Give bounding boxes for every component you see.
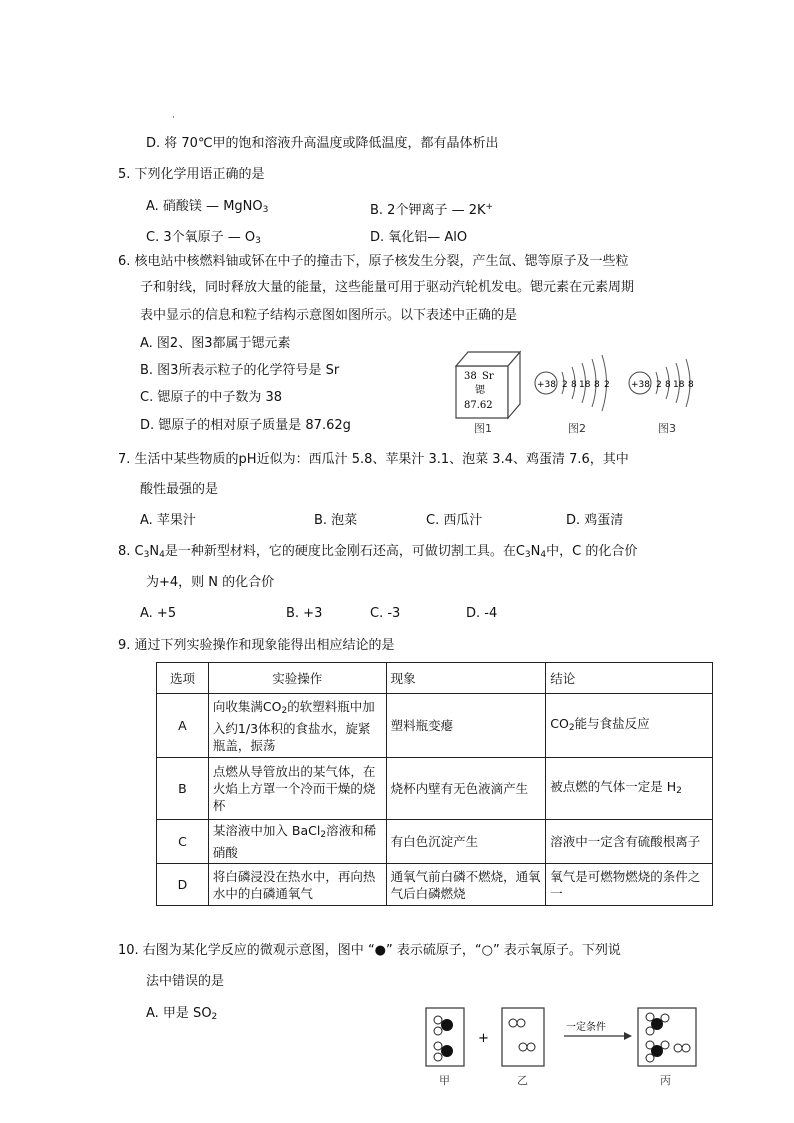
row-a-conclusion: $CO_2$能与食盐反应 [546, 694, 713, 758]
q7-stem-line2: 酸性最强的是 [140, 482, 219, 497]
q5-option-b: B. 2个钾离子 — 2K+ [370, 202, 494, 218]
box-jia [426, 1008, 464, 1066]
reaction-arrow [564, 1020, 632, 1040]
fig3-nucleus: +38 [631, 380, 650, 390]
row-d-phenomenon: 通氧气前白磷不燃烧，通氧气后白磷燃烧 [386, 864, 546, 906]
label-bing: 丙 [660, 1074, 671, 1087]
row-c-option: C [157, 820, 209, 864]
plus-sign: + [478, 1031, 489, 1046]
fig3-shell-1: 2 [656, 380, 662, 390]
q7-option-b: B. 泡菜 [314, 513, 358, 528]
q6-option-d: D. 锶原子的相对原子质量是 87.62g [140, 418, 351, 433]
box-bing [638, 1008, 696, 1066]
q8-option-c: C. -3 [370, 606, 401, 621]
row-b-operation: 点燃从导管放出的某气体，在火焰上方罩一个冷而干燥的烧杯 [208, 758, 386, 820]
cube-name: 锶 [475, 385, 485, 396]
q7-option-a: A. 苹果汁 [140, 513, 196, 528]
row-a-option: A [157, 694, 209, 758]
fig2-shell-4: 8 [594, 380, 600, 390]
q8-option-a: A. +5 [140, 606, 177, 621]
q7-stem-line1: 7. 生活中某些物质的pH近似为：西瓜汁 5.8、苹果汁 3.1、泡菜 3.4、鸡蛋清 7.6，其中 [118, 452, 629, 467]
label-yi: 乙 [517, 1074, 528, 1087]
q6-option-a: A. 图2、图3都属于锶元素 [140, 336, 291, 351]
fig-label-3: 图3 [658, 422, 676, 435]
cube-mass: 87.62 [464, 400, 493, 411]
fig3-shell-2: 8 [665, 380, 671, 390]
q9-stem: 9. 通过下列实验操作和现象能得出相应结论的是 [118, 638, 395, 653]
row-a-operation: 向收集满$CO_2$的软塑料瓶中加入约1/3体积的食盐水，旋紧瓶盖，振荡 [208, 694, 386, 758]
q5-option-c: C. 3个氧原子 — $O_3$ [146, 230, 261, 246]
row-b-phenomenon: 烧杯内壁有无色液滴产生 [386, 758, 546, 820]
table-row [157, 758, 713, 820]
header-conclusion: 结论 [546, 663, 713, 694]
fig-label-2: 图2 [568, 422, 586, 435]
q8-stem-line2: 为+4，则 N 的化合价 [146, 575, 275, 590]
q6-stem-line3: 表中显示的信息和粒子结构示意图如图所示。以下表述中正确的是 [140, 308, 518, 323]
cube-number: 38 [464, 371, 477, 382]
q8-option-b: B. +3 [286, 606, 323, 621]
q5-option-a: A. 硝酸镁 — MgNO$_3$ [146, 199, 269, 215]
q10-stem-line2: 法中错误的是 [146, 974, 225, 989]
row-b-option: B [157, 758, 209, 820]
cube-symbol: Sr [482, 371, 494, 382]
element-cube [456, 352, 520, 418]
q8-option-d: D. -4 [466, 606, 498, 621]
fig3-shell-4: 8 [688, 380, 694, 390]
table-header-row [157, 663, 713, 694]
fig3-shell-3: 18 [673, 380, 685, 390]
reaction-figure [420, 1004, 710, 1090]
table-row [157, 864, 713, 906]
strontium-figure [448, 342, 718, 438]
fig2-shell-1: 2 [562, 380, 568, 390]
q6-option-b: B. 图3所表示粒子的化学符号是 Sr [140, 363, 340, 378]
fig2-shell-2: 8 [571, 380, 577, 390]
q10-option-a: A. 甲是 $SO_2$ [146, 1006, 218, 1022]
row-d-conclusion: 氧气是可燃物燃烧的条件之一 [546, 864, 713, 906]
label-jia: 甲 [439, 1074, 450, 1087]
box-yi [502, 1008, 544, 1066]
table-row [157, 820, 713, 864]
row-a-phenomenon: 塑料瓶变瘪 [386, 694, 546, 758]
atom-fig2 [535, 355, 610, 411]
fig2-shell-5: 2 [604, 380, 610, 390]
fig-label-1: 图1 [474, 422, 492, 435]
row-d-operation: 将白磷浸没在热水中，再向热水中的白磷通氧气 [208, 864, 386, 906]
fig2-nucleus: +38 [537, 380, 556, 390]
header-operation: 实验操作 [208, 663, 386, 694]
arrow-condition: 一定条件 [566, 1022, 606, 1033]
header-option: 选项 [157, 663, 209, 694]
q6-stem-line2: 子和射线，同时释放大量的能量，这些能量可用于驱动汽轮机发电。锶元素在元素周期 [140, 280, 635, 295]
q4-option-d: D. 将 70℃甲的饱和溶液升高温度或降低温度，都有晶体析出 [146, 136, 499, 151]
table-row [157, 694, 713, 758]
fig2-shell-3: 18 [579, 380, 591, 390]
header-phenomenon: 现象 [386, 663, 546, 694]
q7-option-c: C. 西瓜汁 [426, 513, 483, 528]
q8-stem-line1: 8. $C_3N_4$是一种新型材料，它的硬度比金刚石还高，可做切割工具。在$C_3N_4$中，C 的化合价 [118, 544, 638, 560]
q7-option-d: D. 鸡蛋清 [566, 513, 624, 528]
q5-stem: 5. 下列化学用语正确的是 [118, 167, 265, 182]
experiment-table [156, 662, 713, 906]
q10-stem-line1: 10. 右图为某化学反应的微观示意图，图中 “●” 表示硫原子，“○” 表示氧原子。下列说 [118, 943, 621, 958]
row-c-phenomenon: 有白色沉淀产生 [386, 820, 546, 864]
stray-dot: · [172, 113, 175, 123]
row-c-conclusion: 溶液中一定含有硫酸根离子 [546, 820, 713, 864]
q5-option-d: D. 氧化铝— AlO [370, 230, 468, 245]
ion-fig3 [629, 359, 694, 407]
row-c-operation: 某溶液中加入 BaCl$_2$溶液和稀硝酸 [208, 820, 386, 864]
q6-stem-line1: 6. 核电站中核燃料铀或钚在中子的撞击下，原子核发生分裂，产生氙、锶等原子及一些粒 [118, 254, 629, 269]
row-b-conclusion: 被点燃的气体一定是 $H_2$ [546, 758, 713, 820]
row-d-option: D [157, 864, 209, 906]
q6-option-c: C. 锶原子的中子数为 38 [140, 390, 283, 405]
